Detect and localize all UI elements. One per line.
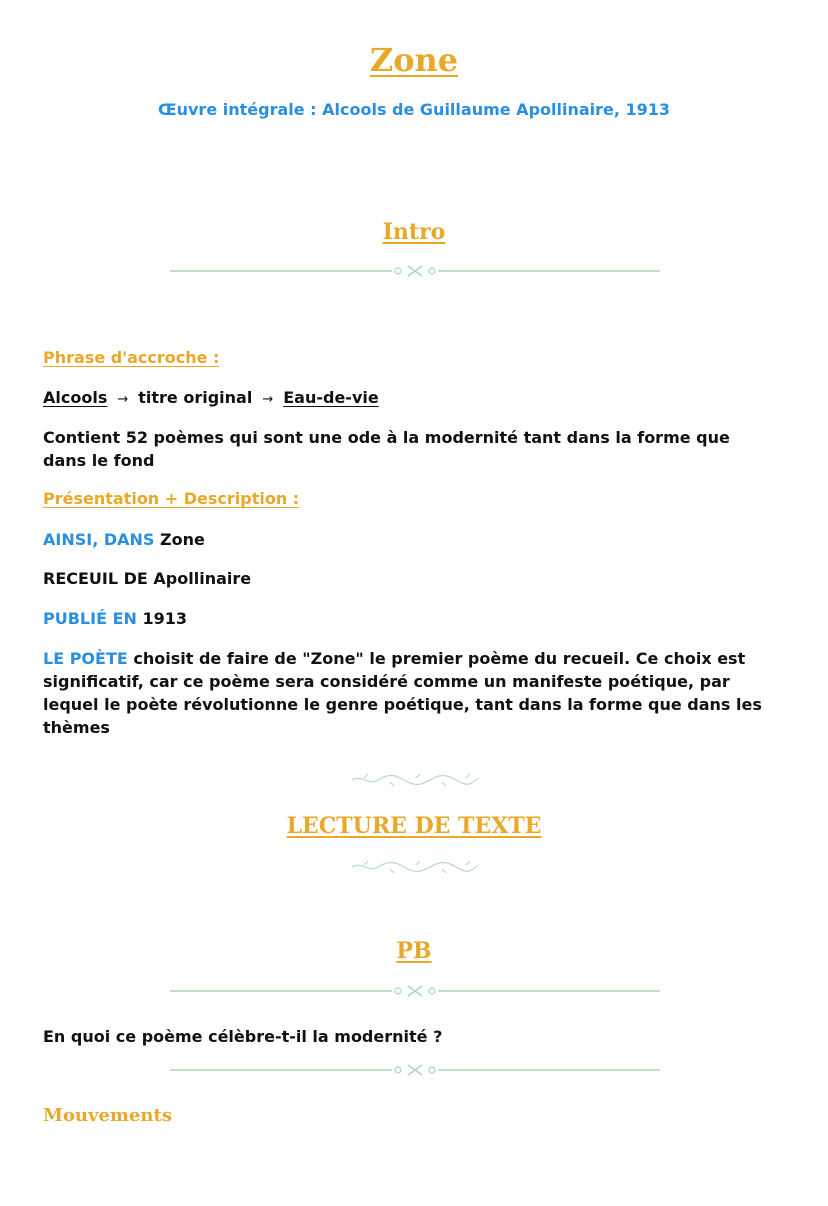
recueil-line: RECEUIL DE Apollinaire [43,569,252,588]
pb-question: En quoi ce poème célèbre-t-il la modernité ? [43,1027,443,1046]
section-heading-mouvements: Mouvements [43,1105,172,1126]
document-subtitle: Œuvre intégrale : Alcools de Guillaume Apollinaire, 1913 [157,100,671,119]
poete-paragraph [43,647,778,739]
publie-prefix: PUBLIÉ EN [43,609,137,628]
flourish-ornament-bottom [350,859,480,873]
poete-prefix: LE POÈTE [43,649,128,668]
section-heading-pb: PB [396,938,432,964]
title-chain [43,386,783,411]
ornamental-divider [170,1064,660,1076]
ainsi-prefix: AINSI, DANS [43,530,155,549]
document-title: Zone [369,41,459,79]
flourish-ornament-top [350,772,480,786]
chain-alcools: Alcools [43,388,108,407]
presentation-label: Présentation + Description : [43,489,300,508]
chain-eau-de-vie: Eau-de-vie [283,388,379,407]
contient-paragraph: Contient 52 poèmes qui sont une ode à la modernité tant dans la forme que dans le fond [43,428,730,470]
publie-value: 1913 [142,609,187,628]
ornamental-divider [170,265,660,277]
section-heading-lecture: LECTURE DE TEXTE [286,813,542,839]
section-heading-intro: Intro [382,219,446,245]
ornamental-divider [170,985,660,997]
chain-titre-original: titre original [138,388,253,407]
accroche-label: Phrase d'accroche : [43,348,220,367]
poete-text: choisit de faire de "Zone" le premier poème du recueil. Ce choix est significatif, car ce poème sera considéré comme un manifeste poétique, par lequel le poète révolutionne le genre poétique, tant dans la forme que dans les thèmes [43,649,762,737]
ainsi-value: Zone [160,530,205,549]
publie-line [43,607,783,630]
ainsi-line [43,528,783,551]
arrow-icon: → [117,392,129,407]
arrow-icon: → [262,392,274,407]
